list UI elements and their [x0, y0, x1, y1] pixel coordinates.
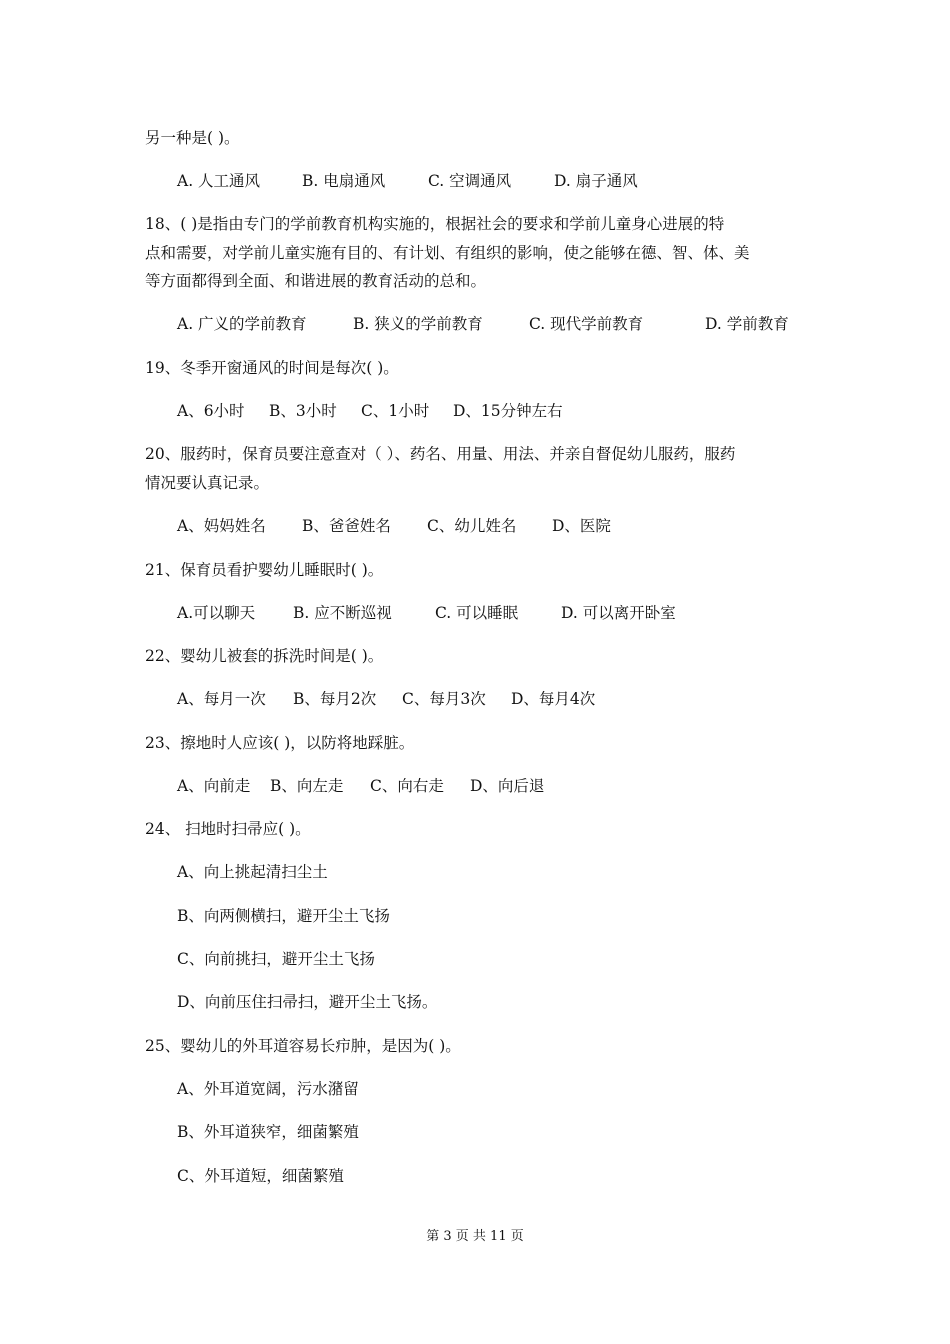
q19-options	[177, 401, 847, 421]
option-d: D. 学前教育	[705, 315, 789, 333]
q20-stem-line1: 20、服药时，保育员要注意查对（ ）、药名、用量、用法、并亲自督促幼儿服药，服药	[145, 445, 736, 463]
option-d: D. 扇子通风	[554, 172, 638, 190]
q17-options	[177, 171, 847, 191]
option-d: D、每月4次	[511, 690, 596, 708]
option-a: A. 广义的学前教育	[177, 315, 307, 333]
q18-options	[177, 314, 847, 334]
option-c: C. 可以睡眠	[435, 604, 519, 622]
option-b: B、爸爸姓名	[302, 517, 391, 535]
option-c: C、1小时	[361, 402, 430, 420]
q24-option-d: D、向前压住扫帚扫，避开尘土飞扬。	[177, 993, 438, 1011]
option-d: D、向后退	[470, 777, 545, 795]
option-c: C、向右走	[370, 777, 444, 795]
q20-stem-line2: 情况要认真记录。	[145, 474, 270, 492]
q24-option-c: C、向前挑扫，避开尘土飞扬	[177, 950, 375, 968]
q18-stem-line2: 点和需要，对学前儿童实施有目的、有计划、有组织的影响，使之能够在德、智、体、美	[145, 244, 750, 262]
option-a: A、妈妈姓名	[177, 517, 266, 535]
q24-option-a: A、向上挑起清扫尘土	[177, 863, 328, 881]
option-b: B、向左走	[270, 777, 344, 795]
q25-option-b: B、外耳道狭窄，细菌繁殖	[177, 1123, 359, 1141]
option-b: B、每月2次	[293, 690, 377, 708]
option-b: B. 应不断巡视	[293, 604, 392, 622]
q20-options	[177, 516, 847, 536]
option-b: B. 狭义的学前教育	[353, 315, 483, 333]
option-c: C. 空调通风	[428, 172, 512, 190]
option-d: D、15分钟左右	[453, 402, 563, 420]
option-d: D. 可以离开卧室	[561, 604, 676, 622]
option-c: C、幼儿姓名	[427, 517, 517, 535]
option-d: D、医院	[552, 517, 611, 535]
option-a: A.可以聊天	[177, 604, 256, 622]
option-b: B、3小时	[269, 402, 337, 420]
option-a: A、6小时	[177, 402, 245, 420]
q18-stem-line1: 18、( )是指由专门的学前教育机构实施的，根据社会的要求和学前儿童身心进展的特	[145, 215, 725, 233]
q21-stem: 21、保育员看护婴幼儿睡眠时( )。	[145, 561, 384, 579]
q25-stem: 25、婴幼儿的外耳道容易长疖肿，是因为( )。	[145, 1037, 461, 1055]
q24-stem: 24、 扫地时扫帚应( )。	[145, 820, 311, 838]
q22-options	[177, 689, 847, 709]
option-c: C、每月3次	[402, 690, 486, 708]
option-c: C. 现代学前教育	[529, 315, 644, 333]
q25-option-a: A、外耳道宽阔，污水潴留	[177, 1080, 359, 1098]
q25-option-c: C、外耳道短，细菌繁殖	[177, 1167, 344, 1185]
q21-options	[177, 603, 847, 623]
option-b: B. 电扇通风	[302, 172, 386, 190]
option-a: A、向前走	[177, 777, 251, 795]
q17-stem-continued: 另一种是( )。	[145, 129, 240, 147]
option-a: A、每月一次	[177, 690, 266, 708]
q18-stem-line3: 等方面都得到全面、和谐进展的教育活动的总和。	[145, 272, 487, 290]
page-footer: 第 3 页 共 11 页	[426, 1229, 524, 1244]
q19-stem: 19、冬季开窗通风的时间是每次( )。	[145, 359, 399, 377]
q24-option-b: B、向两侧横扫，避开尘土飞扬	[177, 907, 390, 925]
option-a: A. 人工通风	[177, 172, 261, 190]
q22-stem: 22、婴幼儿被套的拆洗时间是( )。	[145, 647, 384, 665]
q23-stem: 23、擦地时人应该( )，以防将地踩脏。	[145, 734, 415, 752]
q23-options	[177, 776, 847, 796]
